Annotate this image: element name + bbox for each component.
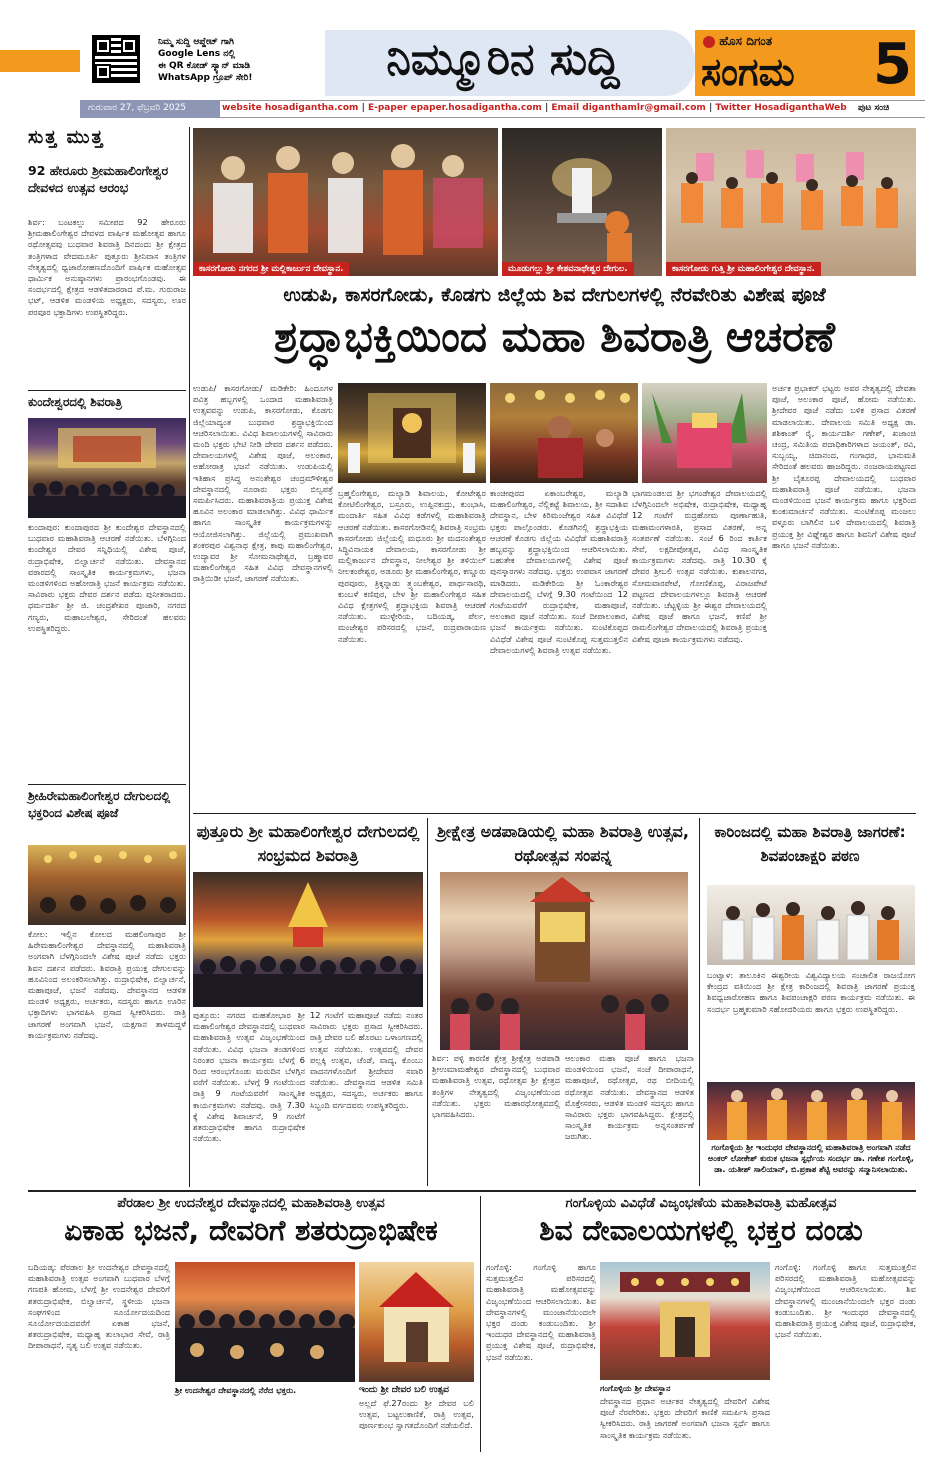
lead-headline: ಶ್ರದ್ಧಾಭಕ್ತಿಯಿಂದ ಮಹಾ ಶಿವರಾತ್ರಿ ಆಚರಣೆ bbox=[274, 312, 835, 361]
lead-col2: ಬ್ರಹ್ಮಲಿಂಗೇಶ್ವರ, ಮಲ್ಯಾಡಿ ಶಿವಾಲಯ, ಕೋಟೇಶ್ವರ ಕೋಟಿಲಿಂಗೇಶ್ವರ, ಬಸ್ರೂರು, ಉಪ್ಪಿನಕುದ್ರು, ಕುಂಭಾಸಿ, ಮಂದಾರ್ತಿ ಸಹಿತ ವಿವಿಧ ಕಡೆಗಳಲ್ಲಿ ಮಹಾಶಿವರಾತ್ರಿ ಆಚರಣೆ ನಡೆಯಿತು. ಕಾಸರಗೋಡಿನಲ್ಲಿ ಶಿವರಾತ್ರಿ ಸಂಭ್ರಮ ಕಾಸರಗೋಡು ಜಿಲ್ಲೆಯಲ್ಲಿ ಮಧೂರು ಶ್ರೀ ಮದನಂತೇಶ್ವರ ಸಿದ್ಧಿವಿನಾಯಕ ದೇವಾಲಯ, ಕಾಸರಗೋಡು ಶ್ರೀ ಮಲ್ಲಿಕಾರ್ಜುನ ದೇವಸ್ಥಾನ, ನೀಲೇಶ್ವರ ಶ್ರೀ ತಳಿಯಿಲ್ ನೀಲಕಂಠೇಶ್ವರ, ಅಡೂರು ಶ್ರೀ ಮಹಾಲಿಂಗೇಶ್ವರ, ಕಣ್ಣೂರು ಪುರವೂರು, ತ್ರಿಕ್ಕನ್ನಾಡು ತ್ರ್ಯಂಬಕೇಶ್ವರ, ಪಾರ್ಥಸಾರಥಿ, ಕುಂಬಳೆ ಕಣಿಪುರ, ಬೇಳ ಶ್ರೀ ಮಹಾಲಿಂಗೇಶ್ವರ ಸಹಿತ ವಿವಿಧ ಕ್ಷೇತ್ರಗಳಲ್ಲಿ ಶ್ರದ್ಧಾಭಕ್ತಿಯ ಶಿವರಾತ್ರಿ ಆಚರಣೆ ನಡೆಯಿತು. ಮುಳ್ಳೇರಿಯ, ಬದಿಯಡ್ಕ, ಪೆರ್ಲ, ಮಂಜೇಶ್ವರ ಪರಿಸರದಲ್ಲಿ ಭಜನೆ, ರುದ್ರಪಾರಾಯಣ ನಡೆಯಿತು. bbox=[338, 488, 486, 644]
peradala-body: ಬದಿಯಡ್ಕ: ಪೆರಡಾಲ ಶ್ರೀ ಉದನೇಶ್ವರ ದೇವಸ್ಥಾನದಲ್ಲಿ ಮಹಾಶಿವರಾತ್ರಿ ಉತ್ಸವ ಅಂಗವಾಗಿ ಬುಧವಾರ ಬೆಳಗ್ಗೆ ಗಣಪತಿ ಹೋಮ, ಬೆಳಗ್ಗೆ ಶ್ರೀ ಉದನೇಶ್ವರ ದೇವರಿಗೆ ಶತರುದ್ರಾಭಿಷೇಕ, ಬಿಲ್ವಾರ್ಚನೆ, ಸ್ಥಳೀಯ ಭಜನಾ ಸಂಘಗಳಿಂದ ಸೂರ್ಯೋದಯದಿಂದ ಸೂರ್ಯೋದಯದವರೆಗೆ ಏಕಾಹ ಭಜನೆ, ಶತರುದ್ರಾಭಿಷೇಕ, ಮಧ್ಯಾಹ್ನ ತುಲಾಭಾರ ಸೇವೆ, ರಾತ್ರಿ ದೀಪಾರಾಧನೆ, ನೃತ್ಯ ಬಲಿ ಉತ್ಸವ ನಡೆಯಿತು. bbox=[28, 1262, 170, 1351]
date-block bbox=[80, 100, 220, 118]
idol-altar-graphic bbox=[338, 383, 486, 483]
adapadi-col2: ಆಲಂಕಾರ ಮಹಾ ಪೂಜೆ ಹಾಗೂ ಭಜನಾ ಮಂಡಳಿಯಿಂದ ಭಜನೆ, ಸಂಜೆ ದೀಪಾರಾಧನೆ, ಮಹಾಪೂಜೆ, ರಥೋತ್ಸವ, ರಥ ಬೀದಿಯಲ್ಲಿ ರಥೋತ್ಸವ ನಡೆಯಿತು. ದೇವಸ್ಥಾನದ ಆಡಳಿತ ಮೊಕ್ತೇಸರರು, ಆಡಳಿತ ಮಂಡಳಿ ಸದಸ್ಯರು ಹಾಗೂ ಸಾವಿರಾರು ಭಕ್ತರು ಭಾಗವಹಿಸಿದ್ದರು. ಕ್ಷೇತ್ರದಲ್ಲಿ ಸಾಂಸ್ಕೃತಿಕ ಕಾರ್ಯಕ್ರಮ ಅನ್ನಸಂತರ್ಪಣೆ ಜರುಗಿತು. bbox=[565, 1053, 694, 1142]
website-link[interactable]: website hosadigantha.com bbox=[222, 103, 359, 113]
festival-crowd-graphic bbox=[193, 872, 423, 1007]
story3-body: ಕೋಲ: ಇಲ್ಲಿನ ಕೋಲದ ಮಹಲಿಂಗಾಪುರ ಶ್ರೀ ಹಿರೇಮಹಾಲಿಂಗೇಶ್ವರ ದೇವಸ್ಥಾನದಲ್ಲಿ ಮಹಾಶಿವರಾತ್ರಿ ಅಂಗವಾಗಿ ಬೆಳಗ್ಗಿನಿಂದಲೇ ವಿಶೇಷ ಪೂಜೆ ನಡೆದು ಭಕ್ತರು ಶಿವನ ದರ್ಶನ ಪಡೆದರು. ಶಿವರಾತ್ರಿ ಪ್ರಯುಕ್ತ ದೇಗುಲವನ್ನು ಹೂವಿನಿಂದ ಅಲಂಕರಿಸಲಾಗಿತ್ತು. ರುದ್ರಾಭಿಷೇಕ, ಬಿಲ್ವಾರ್ಚನೆ, ಮಹಾಪೂಜೆ, ಭಜನೆ ನಡೆದವು. ದೇವಸ್ಥಾನದ ಆಡಳಿತ ಮಂಡಳಿ ಅಧ್ಯಕ್ಷರು, ಅರ್ಚಕರು, ಸದಸ್ಯರು ಹಾಗೂ ಊರಿನ ಭಕ್ತಾದಿಗಳು ಭಾಗವಹಿಸಿ ಪ್ರಸಾದ ಸ್ವೀಕರಿಸಿದರು. ರಾತ್ರಿ ಜಾಗರಣೆ ಅಂಗವಾಗಿ ಭಜನೆ, ಯಕ್ಷಗಾನ ತಾಳಮದ್ದಳೆ ಕಾರ್ಯಕ್ರಮಗಳು ನಡೆದವು. bbox=[28, 929, 186, 1040]
photo-hiremahalingeshwara bbox=[28, 845, 186, 925]
gangolli-headline: ಶಿವ ದೇವಾಲಯಗಳಲ್ಲಿ ಭಕ್ತರ ದಂಡು bbox=[539, 1214, 863, 1247]
photo-gutti-mahalingeshwara bbox=[666, 128, 916, 276]
gangolli-kicker: ಗಂಗೊಳ್ಳಿಯ ವಿವಿಧೆಡೆ ವಿಜೃಂಭಣೆಯ ಮಹಾಶಿವರಾತ್ರಿ ಮಹೋತ್ಸವ bbox=[565, 1196, 837, 1211]
lead-col3: ಕಾಂಚೀಪುರದ ಏಕಾಂಬರೇಶ್ವರ, ಮಲ್ಯಾಡಿ ಮಹಾಲಿಂಗೇಶ್ವರ, ನೆಲ್ಲಿಕಟ್ಟೆ ಶಿವಾಲಯ, ಶ್ರೀ ಸದಾಶಿವ ದೇವಸ್ಥಾನ, ಬೇಳ ಕಿರಿಮಂಜೇಶ್ವರ ಸಹಿತ ವಿವಿಧೆಡೆ ಭಕ್ತರು ಪಾಲ್ಗೊಂಡರು. ಕೊಡಗಿನಲ್ಲಿ ಶ್ರದ್ಧಾಭಕ್ತಿಯ ಆಚರಣೆ ಕೊಡಗು ಜಿಲ್ಲೆಯ ವಿವಿಧೆಡೆ ಮಹಾಶಿವರಾತ್ರಿ ಹಬ್ಬವನ್ನು ಶ್ರದ್ಧಾಭಕ್ತಿಯಿಂದ ಆಚರಿಸಲಾಯಿತು. ಬಹುತೇಕ ದೇವಾಲಯಗಳಲ್ಲಿ ವಿಶೇಷ ಪೂಜೆ ಪುನಸ್ಕಾರಗಳು ನಡೆದವು. ಭಕ್ತರು ಉಪವಾಸ ಜಾಗರಣೆ ಮಾಡಿದರು. ಮಡಿಕೇರಿಯ ಶ್ರೀ ಓಂಕಾರೇಶ್ವರ ದೇವಾಲಯದಲ್ಲಿ ಬೆಳಗ್ಗೆ 9.30 ಗಂಟೆಯಿಂದ 12 ಗಂಟೆಯವರೆಗೆ ರುದ್ರಾಭಿಷೇಕ, ಮಹಾಪೂಜೆ, ಅಲಂಕಾರ ಪೂಜೆ ನಡೆಯಿತು. ಸಂಜೆ ದೀಪಾಲಂಕಾರ, ಭಜನೆ ಕಾರ್ಯಕ್ರಮ ನಡೆಯಿತು. ಸುಂಟಿಕೊಪ್ಪದ ವಿವಿಧೆಡೆ ವಿಶೇಷ ಪೂಜೆ ಸುಂಟಿಕೊಪ್ಪ ಸುತ್ತಮುತ್ತಲಿನ ದೇವಾಲಯಗಳಲ್ಲಿ ಶಿವರಾತ್ರಿ ಉತ್ಸವ ನಡೆಯಿತು. bbox=[490, 488, 628, 655]
peradala-kicker: ಪೆರಡಾಲ ಶ್ರೀ ಉದನೇಶ್ವರ ದೇವಸ್ಥಾನದಲ್ಲಿ ಮಹಾಶಿವರಾತ್ರಿ ಉತ್ಸವ bbox=[117, 1196, 385, 1211]
puttur-headline: ಪುತ್ತೂರು ಶ್ರೀ ಮಹಾಲಿಂಗೇಶ್ವರ ದೇಗುಲದಲ್ಲಿ ಸಂಭ್ರಮದ ಶಿವರಾತ್ರಿ bbox=[196, 822, 420, 865]
dancers-graphic bbox=[666, 128, 916, 276]
karinja-headline: ಕಾರಿಂಜದಲ್ಲಿ ಮಹಾ ಶಿವರಾತ್ರಿ ಜಾಗರಣೆ: ಶಿವಪಂಚಾಕ್ಷರಿ ಪಠಣ bbox=[714, 823, 906, 865]
temple-interior-graphic bbox=[600, 1262, 770, 1380]
peradala-headline: ಏಕಾಹ ಭಜನೆ, ದೇವರಿಗೆ ಶತರುದ್ರಾಭಿಷೇಕ bbox=[64, 1214, 438, 1247]
qr-instructions: ನಿಮ್ಮ ಸುದ್ದಿ ಆಪ್ಡೇಟ್ ಗಾಗಿ Google Lens ನಲ್ಲಿ ಈ QR ಕೋಡ್ ಸ್ಕ್ಯಾನ್ ಮಾಡಿ WhatsApp ಗ್ರೂಪ್ ಸೇರಿ! bbox=[158, 37, 253, 83]
paper-name: ನಿಮ್ಮೂರಿನ ಸುದ್ದಿ bbox=[386, 34, 620, 85]
photo-mallikarjuna bbox=[193, 128, 498, 276]
brand-logo-icon bbox=[703, 36, 715, 48]
story1-headline: 92 ಹೇರೂರು ಶ್ರೀಮಹಾಲಿಂಗೇಶ್ವರ ದೇವಳದ ಉತ್ಸವ ಆರಂಭ bbox=[28, 163, 169, 195]
orange-accent-block bbox=[0, 0, 80, 95]
story2-headline: ಕುಂದೇಶ್ವರದಲ್ಲಿ ಶಿವರಾತ್ರಿ bbox=[28, 395, 123, 409]
stage-graphic bbox=[707, 1082, 915, 1140]
temple-front-graphic bbox=[359, 1262, 474, 1382]
devotees-graphic bbox=[193, 128, 498, 276]
gangolli-body2: ದೇವಸ್ಥಾನದ ಪ್ರಧಾನ ಅರ್ಚಕರ ನೇತೃತ್ವದಲ್ಲಿ ದೇವರಿಗೆ ವಿಶೇಷ ಪೂಜೆ ನೆರವೇರಿತು. ಭಕ್ತರು ದೇವರಿಗೆ ಕಾಣಿಕೆ ಸಮರ್ಪಿಸಿ ಪ್ರಸಾದ ಸ್ವೀಕರಿಸಿದರು. ರಾತ್ರಿ ಜಾಗರಣೆ ಅಂಗವಾಗಿ ಭಜನಾ ಸ್ಪರ್ಧೆ ಹಾಗೂ ಸಾಂಸ್ಕೃತಿಕ ಕಾರ್ಯಕ್ರಮ ನಡೆಯಿತು. bbox=[600, 1396, 770, 1440]
temple-crowd-graphic bbox=[28, 418, 186, 518]
photo-adapadi bbox=[440, 872, 688, 1050]
section-name: ಸಂಗಮ bbox=[701, 50, 795, 94]
brand-block bbox=[695, 30, 915, 96]
masthead-banner bbox=[325, 30, 695, 96]
adapadi-headline: ಶ್ರೀಕ್ಷೇತ್ರ ಅಡಪಾಡಿಯಲ್ಲಿ ಮಹಾ ಶಿವರಾತ್ರಿ ಉತ್ಸವ, ರಥೋತ್ಸವ ಸಂಪನ್ನ bbox=[437, 822, 689, 865]
epaper-link[interactable]: E-paper epaper.hosadigantha.com bbox=[367, 103, 542, 113]
gangolli-felicitation-caption: ಗಂಗೊಳ್ಳಿಯ ಶ್ರೀ ಇಂದುಧರ ದೇವಸ್ಥಾನದಲ್ಲಿ ಮಹಾಶಿವರಾತ್ರಿ ಅಂಗವಾಗಿ ನಡೆದ ಅಂಕರ್ ಲೋಕೇಶ್ ಕುರುಕ ಭಜನಾ ಸ್ಪರ್ಧೆಯ ಸಂದರ್ಭ ಡಾ. ಗಣೇಶ ಗಂಗೊಳ್ಳಿ, ಡಾ. ಯತೀಶ್ ಸಾಲಿಯಾನ್, ಬಿ.ಪ್ರಕಾಶ ಶೆಟ್ಟಿ ಅವರನ್ನು ಸನ್ಮಾನಿಸಲಾಯಿತು. bbox=[708, 1142, 914, 1174]
photo-keshavanatheshwara bbox=[502, 128, 662, 276]
adapadi-col1: ಶಿರ್ವ: ಪಳ್ಳಿ ಕಾರಣಿಕ ಕ್ಷೇತ್ರ ಶ್ರೀಕ್ಷೇತ್ರ ಅಡಪಾಡಿ ಶ್ರೀಉಮಾಮಹೇಶ್ವರ ದೇವಸ್ಥಾನದಲ್ಲಿ ಬುಧವಾರ ಮಹಾಶಿವರಾತ್ರಿ ಉತ್ಸವ, ರಥೋತ್ಸವ ಶ್ರೀ ಕ್ಷೇತ್ರದ ತಂತ್ರಿಗಳ ನೇತೃತ್ವದಲ್ಲಿ ವಿಜೃಂಭಣೆಯಿಂದ ನಡೆಯಿತು. ಭಕ್ತರು ಮಹಾರಥೋತ್ಸವದಲ್ಲಿ ಭಾಗವಹಿಸಿದರು. bbox=[432, 1053, 560, 1120]
lead-col1: ಉಡುಪಿ/ ಕಾಸರಗೋಡು/ ಮಡಿಕೇರಿ: ಹಿಂದೂಗಳ ಪವಿತ್ರ ಹಬ್ಬಗಳಲ್ಲಿ ಒಂದಾದ ಮಹಾಶಿವರಾತ್ರಿ ಉತ್ಸವವನ್ನು ಉಡುಪಿ, ಕಾಸರಗೋಡು, ಕೊಡಗು ಜಿಲ್ಲೆಯಾದ್ಯಂತ ಬುಧವಾರ ಶ್ರದ್ಧಾಭಕ್ತಿಯಿಂದ ಆಚರಿಸಲಾಯಿತು. ವಿವಿಧ ಶಿವಾಲಯಗಳಲ್ಲಿ ಸಾವಿರಾರು ಮಂದಿ ಭಕ್ತರು ಭೇಟಿ ನೀಡಿ ದೇವರ ದರ್ಶನ ಪಡೆದರು. ದೇವಾಲಯಗಳಲ್ಲಿ ವಿಶೇಷ ಪೂಜೆ, ಅಲಂಕಾರ, ಅಹೋರಾತ್ರ ಭಜನೆ ನಡೆಯಿತು. ಉಡುಪಿಯಲ್ಲಿ ಇತಿಹಾಸ ಪ್ರಸಿದ್ಧ ಅನಂತೇಶ್ವರ ಚಂದ್ರಮೌಳೀಶ್ವರ ದೇವಸ್ಥಾನದಲ್ಲಿ ನೂರಾರು ಭಕ್ತರು ಬಿಲ್ವಪತ್ರೆ ಸಮರ್ಪಿಸಿದರು. ಮಹಾಶಿವರಾತ್ರಿಯ ಪ್ರಯುಕ್ತ ವಿಶೇಷ ಹೂವಿನ ಅಲಂಕಾರ ಮಾಡಲಾಗಿತ್ತು. ವಿವಿಧ ಧಾರ್ಮಿಕ ಹಾಗೂ ಸಾಂಸ್ಕೃತಿಕ ಕಾರ್ಯಕ್ರಮಗಳನ್ನು ಆಯೋಜಿಸಲಾಗಿತ್ತು. ಜಿಲ್ಲೆಯಲ್ಲಿ ಪ್ರಮುಖವಾಗಿ ಶಂಕರಪುರ ವಿಶ್ವನಾಥ ಕ್ಷೇತ್ರ, ಕಾಪು ಮಹಾಲಿಂಗೇಶ್ವರ, ಉದ್ಯಾವರ ಶ್ರೀ ಸೋಮನಾಥೇಶ್ವರ, ಬ್ರಹ್ಮಾವರ ಮಹಾಲಿಂಗೇಶ್ವರ ಸಹಿತ ವಿವಿಧ ದೇವಸ್ಥಾನಗಳಲ್ಲಿ ರಾತ್ರಿಯಿಡೀ ಭಜನೆ, ಜಾಗರಣೆ ನಡೆಯಿತು. bbox=[193, 383, 333, 584]
photo-lead-idol bbox=[338, 383, 486, 483]
priest-graphic bbox=[490, 383, 638, 483]
temple-decor-graphic bbox=[28, 845, 186, 925]
photo-lead-priest bbox=[490, 383, 638, 483]
peradala-caption1: ಶ್ರೀ ಉದನೇಶ್ವರ ದೇವಸ್ಥಾನದಲ್ಲಿ ನೆರೆದ ಭಕ್ತರು. bbox=[175, 1385, 297, 1395]
caption-gutti: ಕಾಸರಗೋಡು ಗುತ್ತಿ ಶ್ರೀ ಮಹಾಲಿಂಗೇಶ್ವರ ದೇವಸ್ಥಾನ. bbox=[666, 262, 821, 276]
twitter-link[interactable]: Twitter HosadiganthaWeb bbox=[715, 103, 847, 113]
caption-keshavanatheshwara: ಮೂಡುಗಲ್ಲು ಶ್ರೀ ಕೇಶವನಾಥೇಶ್ವರ ದೇಗುಲ. bbox=[502, 262, 634, 276]
lead-col4: ಭಾಗಮಂಡಲದ ಶ್ರೀ ಭಗಂಡೇಶ್ವರ ದೇವಾಲಯದಲ್ಲಿ ಬೆಳಗ್ಗಿನಿಂದಲೇ ಅಭಿಷೇಕ, ರುದ್ರಾಭಿಷೇಕ, ಮಧ್ಯಾಹ್ನ 12 ಗಂಟೆಗೆ ರುದ್ರಹೋಮ ಪೂರ್ಣಾಹುತಿ, ಮಹಾಮಂಗಳಾರತಿ, ಪ್ರಸಾದ ವಿತರಣೆ, ಅನ್ನ ಸಂತರ್ಪಣೆ ನಡೆಯಿತು. ಸಂಜೆ 6 ರಿಂದ ಕಾರ್ತಿಕ ಸೇವೆ, ಲಕ್ಷದೀಪೋತ್ಸವ, ವಿವಿಧ ಸಾಂಸ್ಕೃತಿಕ ಕಾರ್ಯಕ್ರಮಗಳು ನಡೆದವು. ರಾತ್ರಿ 10.30 ಕ್ಕೆ ದೇವರ ಶ್ರೀಬಲಿ ಉತ್ಸವ ನಡೆಯಿತು. ಕುಶಾಲನಗರ, ಸೋಮವಾರಪೇಟೆ, ಗೋಣಿಕೊಪ್ಪ, ವಿರಾಜಪೇಟೆ ಪಟ್ಟಣದ ದೇವಾಲಯಗಳಲ್ಲೂ ಶಿವರಾತ್ರಿ ಆಚರಣೆ ನಡೆಯಿತು. ಚೆಟ್ಟಳ್ಳಿಯ ಶ್ರೀ ಈಶ್ವರ ದೇವಾಲಯದಲ್ಲಿ ವಿಶೇಷ ಪೂಜೆ ಹಾಗೂ ಭಜನೆ, ಕಣಿವೆ ಶ್ರೀ ರಾಮಲಿಂಗೇಶ್ವರ ದೇವಾಲಯದಲ್ಲಿ ಶಿವರಾತ್ರಿ ಪ್ರಯುಕ್ತ ವಿಶೇಷ ಪೂಜಾ ಕಾರ್ಯಕ್ರಮಗಳು ನಡೆದವು. bbox=[632, 488, 767, 644]
lead-kicker: ಉಡುಪಿ, ಕಾಸರಗೋಡು, ಕೊಡಗು ಜಿಲ್ಲೆಯ ಶಿವ ದೇಗುಲಗಳಲ್ಲಿ ನೆರವೇರಿತು ವಿಶೇಷ ಪೂಜೆ bbox=[283, 284, 826, 306]
banana-leaf-altar-graphic bbox=[642, 383, 767, 483]
photo-peradala-crowd bbox=[175, 1262, 355, 1382]
contact-line: website hosadigantha.com | E-paper epaper.hosadigantha.com | Email diganthamlr@gmail.com | Twitter HosadiganthaWeb bbox=[222, 103, 847, 113]
peradala-subhead: ಇಂದು ಶ್ರೀ ದೇವರ ಬಲಿ ಉತ್ಸವ bbox=[359, 1385, 449, 1395]
date: ಗುರುವಾರ 27, ಫೆಬ್ರವರಿ 2025 bbox=[88, 103, 187, 113]
page-number: 5 bbox=[873, 32, 912, 97]
puttur-col1: ಪುತ್ತೂರು: ನಗರದ ಮಹತೋಭಾರ ಶ್ರೀ ಮಹಾಲಿಂಗೇಶ್ವರ ದೇವಸ್ಥಾನದಲ್ಲಿ ಬುಧವಾರ ಮಹಾಶಿವರಾತ್ರಿ ಉತ್ಸವ ವಿಜೃಂಭಣೆಯಿಂದ ನಡೆಯಿತು. ವಿವಿಧ ಭಜನಾ ತಂಡಗಳಿಂದ ನಿರಂತರ ಭಜನಾ ಕಾರ್ಯಕ್ರಮ ಬೆಳಗ್ಗೆ 6 ರಿಂದ ಆರಂಭಗೊಂಡು ಮರುದಿನ ಬೆಳಗ್ಗಿನ ವರೆಗೆ ನಡೆಯಿತು. ಬೆಳಗ್ಗೆ 9 ಗಂಟೆಯಿಂದ ರಾತ್ರಿ 9 ಗಂಟೆಯವರೆಗೆ ಸಾಂಸ್ಕೃತಿಕ ಕಾರ್ಯಕ್ರಮಗಳು ನಡೆದವು. ರಾತ್ರಿ 7.30 ಕ್ಕೆ ವಿಶೇಷ ಶಿವಾರ್ಚನೆ, 9 ಗಂಟೆಗೆ ಶತರುದ್ರಾಭಿಷೇಕ ಹಾಗೂ ರುದ್ರಾಭಿಷೇಕ ನಡೆಯಿತು. bbox=[193, 1010, 305, 1144]
photo-puttur bbox=[193, 872, 423, 1007]
lead-col5: ಅರ್ಚಕ ಪ್ರಭಾಕರ್ ಭಟ್ಟರು ಅವರ ನೇತೃತ್ವದಲ್ಲಿ ದೇವತಾ ಪೂಜೆ, ಅಲಂಕಾರ ಪೂಜೆ, ಹೋಮ ನಡೆಯಿತು. ಶ್ರೀದೇವರ ಪೂಜೆ ನಡೆದು ಬಳಿಕ ಪ್ರಸಾದ ವಿತರಣೆ ಮಾಡಲಾಯಿತು. ದೇವಾಲಯ ಸಮಿತಿ ಅಧ್ಯಕ್ಷ ಡಾ. ಶಶಿಕಾಂತ್ ರೈ, ಕಾರ್ಯದರ್ಶಿ ಗಣೇಶ್, ಖಜಾಂಚಿ ಚಂದ್ರ, ಸಮಿತಿಯ ಪದಾಧಿಕಾರಿಗಳಾದ ಜಯಂತ್, ರವಿ, ಸುಬ್ಬಯ್ಯ, ಚಿದಾನಂದ, ಗಂಗಾಧರ, ಭಾನುಮತಿ ಸೇರಿದಂತೆ ಹಲವರು ಹಾಜರಿದ್ದರು. ನಂಜರಾಯಪಟ್ಟಣದ ಶ್ರೀ ಬೈತೂರಪ್ಪ ದೇವಾಲಯದಲ್ಲಿ ಬುಧವಾರ ಮಹಾಶಿವರಾತ್ರಿ ಪೂಜೆ ನಡೆಯಿತು. ಭಜನಾ ಮಂಡಳಿಯಿಂದ ಭಜನೆ ಕಾರ್ಯಕ್ರಮ ಹಾಗೂ ಭಕ್ತರಿಂದ ಕುಂಕುಮಾರ್ಚನೆ ನಡೆಯಿತು. ಸುಂಟಿಕೊಪ್ಪ ಮಂಜಲು ವಳ್ಳೂರು ಬಾಗಿಲಿನ ಬಳಿ ದೇವಾಲಯದಲ್ಲಿ ಶಿವರಾತ್ರಿ ಪ್ರಯುಕ್ತ ಶ್ರೀ ವಿಘ್ನೇಶ್ವರ ಹಾಗೂ ಶಿವನಿಗೆ ವಿಶೇಷ ಪೂಜೆ ಹಾಗೂ ಭಜನೆ ನಡೆಯಿತು. bbox=[772, 383, 916, 550]
photo-karinja bbox=[707, 885, 915, 965]
section-logo: ಸುತ್ತ ಮುತ್ತ bbox=[28, 127, 105, 148]
gathering-graphic bbox=[707, 885, 915, 965]
gangolli-side: ಗಂಗೊಳ್ಳಿ: ಗಂಗೊಳ್ಳಿ ಹಾಗೂ ಸುತ್ತಮುತ್ತಲಿನ ಪರಿಸರದಲ್ಲಿ ಮಹಾಶಿವರಾತ್ರಿ ಮಹೋತ್ಸವವನ್ನು ವಿಜೃಂಭಣೆಯಿಂದ ಆಚರಿಸಲಾಯಿತು. ಶಿವ ದೇವಸ್ಥಾನಗಳಲ್ಲಿ ಮುಂಜಾನೆಯಿಂದಲೇ ಭಕ್ತರ ದಂಡು ಕಂಡುಬಂದಿತು. ಶ್ರೀ ಇಂದುಧರ ದೇವಸ್ಥಾನದಲ್ಲಿ ಮಹಾಶಿವರಾತ್ರಿ ಪ್ರಯುಕ್ತ ವಿಶೇಷ ಪೂಜೆ, ರುದ್ರಾಭಿಷೇಕ, ಭಜನೆ ನಡೆಯಿತು. bbox=[775, 1262, 916, 1340]
brand-small: ಹೊಸ ದಿಗಂತ bbox=[703, 34, 772, 49]
chariot-graphic bbox=[440, 872, 688, 1050]
story1-body: ಶಿರ್ವ: ಬಂಟಕಲ್ಲು ಸಮೀಪದ 92 ಹೇರೂರು ಶ್ರೀಮಹಾಲಿಂಗೇಶ್ವರ ದೇವಳದ ವಾರ್ಷಿಕ ಮಹೋತ್ಸವ ಹಾಗೂ ರಥೋತ್ಸವವು ಬುಧವಾರ ಶಿವರಾತ್ರಿ ದಿನದಂದು ಶ್ರೀ ಕ್ಷೇತ್ರದ ತಂತ್ರಿಗಳಾದ ವೇದಮೂರ್ತಿ ಪುತ್ತೂರು ಶ್ರೀನಿವಾಸ ತಂತ್ರಿಗಳ ನೇತೃತ್ವದಲ್ಲಿ ಧ್ವಜಾರೋಹಣದೊಂದಿಗೆ ವಾರ್ಷಿಕ ಮಹೋತ್ಸವ ಧಾರ್ಮಿಕ ಅನುಷ್ಠಾನಗಳು ಪ್ರಾರಂಭಗೊಂಡವು. ಈ ಸಂದರ್ಭದಲ್ಲಿ ಕ್ಷೇತ್ರದ ಆಡಳಿತದಾರರಾದ ಪೆ.ಮ. ಗುರುರಾಜ ಭಟ್, ಆಡಳಿತ ಮಂಡಳಿಯ ಅಧ್ಯಕ್ಷರು, ಸದಸ್ಯರು, ಊರ ಪರವೂರ ಭಕ್ತಾದಿಗಳು ಉಪಸ್ಥಿತರಿದ್ದರು. bbox=[28, 217, 186, 317]
puttur-col2: 12 ಗಂಟೆಗೆ ಮಹಾಪೂಜೆ ನಡೆದು ನಂತರ ಸಾವಿರಾರು ಭಕ್ತರು ಪ್ರಸಾದ ಸ್ವೀಕರಿಸಿದರು. ರಾತ್ರಿ ದೇವರ ಬಲಿ ಹೊರಟು ಒಳಾಂಗಣದಲ್ಲಿ ಉತ್ಸವ ನಡೆಯಿತು. ಉತ್ಸವದಲ್ಲಿ ದೇವರ ಪಲ್ಲಕ್ಕಿ ಉತ್ಸವ, ಚೆಂಡೆ, ವಾದ್ಯ, ಕೊಂಬು ವಾದನಗಳೊಂದಿಗೆ ಶ್ರೀದೇವರ ಸವಾರಿ ನಡೆಯಿತು. ದೇವಸ್ಥಾನದ ಆಡಳಿತ ಸಮಿತಿ ಅಧ್ಯಕ್ಷರು, ಸದಸ್ಯರು, ಅರ್ಚಕರು ಹಾಗೂ ಸಿಬ್ಬಂದಿ ವರ್ಗದವರು ಉಪಸ್ಥಿತರಿದ್ದರು. bbox=[310, 1010, 423, 1110]
story3-headline: ಶ್ರೀಹಿರೇಮಹಾಲಿಂಗೇಶ್ವರ ದೇಗುಲದಲ್ಲಿ ಭಕ್ತರಿಂದ ವಿಶೇಷ ಪೂಜೆ bbox=[28, 789, 171, 820]
photo-gangolli-felicitation bbox=[707, 1082, 915, 1140]
story2-body: ಕುಂದಾಪುರ: ಕುಂದಾಪುರದ ಶ್ರೀ ಕುಂದೇಶ್ವರ ದೇವಸ್ಥಾನದಲ್ಲಿ ಬುಧವಾರ ಮಹಾಶಿವರಾತ್ರಿ ಆಚರಣೆ ನಡೆಯಿತು. ಬೆಳಗ್ಗಿನಿಂದ ಕುಂದೇಶ್ವರ ದೇವರ ಸನ್ನಿಧಿಯಲ್ಲಿ ವಿಶೇಷ ಪೂಜೆ, ರುದ್ರಾಭಿಷೇಕ, ಬಿಲ್ವಾರ್ಚನೆ ನಡೆಯಿತು. ದೇವಸ್ಥಾನದ ವಠಾರದಲ್ಲಿ ಸಾಂಸ್ಕೃತಿಕ ಕಾರ್ಯಕ್ರಮಗಳು, ಭಜನಾ ಮಂಡಳಿಗಳಿಂದ ಅಹೋರಾತ್ರಿ ಭಜನೆ ಕಾರ್ಯಕ್ರಮ ನಡೆಯಿತು. ಸಾವಿರಾರು ಭಕ್ತರು ದೇವರ ದರ್ಶನ ಪಡೆದು ಪುನೀತರಾದರು. ಧರ್ಮದರ್ಶಿ ಶ್ರೀ ಜಿ. ಚಂದ್ರಶೇಖರ ಪೂಜಾರಿ, ನಗರದ ಗಣ್ಯರು, ಮಹಾಬಲೇಶ್ವರ, ಸೇರಿದಂತೆ ಹಲವರು ಉಪಸ್ಥಿತರಿದ್ದರು. bbox=[28, 522, 186, 633]
supplement-label: ಪುಟ ಸಂಚಿ bbox=[858, 103, 890, 113]
caption-mallikarjuna: ಕಾಸರಗೋಡು ನಗರದ ಶ್ರೀ ಮಲ್ಲಿಕಾರ್ಜುನ ದೇವಸ್ಥಾನ. bbox=[193, 262, 349, 276]
qr-code bbox=[92, 35, 140, 83]
photo-kundeshwara bbox=[28, 418, 186, 518]
photo-lead-altar bbox=[642, 383, 767, 483]
peradala-side: ಅಲ್ಲದೆ ಫೆ.27ರಂದು ಶ್ರೀ ದೇವರ ಬಲಿ ಉತ್ಸವ, ಬಟ್ಟಲುಕಾಣಿಕೆ, ರಾತ್ರಿ ಉತ್ಸವ, ಪೂರ್ಣಕುಂಭ ಸ್ವಾಗತದೊಂದಿಗೆ ನಡೆಯಲಿದೆ. bbox=[359, 1398, 474, 1431]
email-link[interactable]: Email diganthamlr@gmail.com bbox=[551, 103, 706, 113]
photo-peradala-temple bbox=[359, 1262, 474, 1382]
crowd-graphic bbox=[175, 1262, 355, 1382]
photo-gangolli-temple bbox=[600, 1262, 770, 1380]
shrine-graphic bbox=[502, 128, 662, 276]
gangolli-body: ಗಂಗೊಳ್ಳಿ: ಗಂಗೊಳ್ಳಿ ಹಾಗೂ ಸುತ್ತಮುತ್ತಲಿನ ಪರಿಸರದಲ್ಲಿ ಮಹಾಶಿವರಾತ್ರಿ ಮಹೋತ್ಸವವನ್ನು ವಿಜೃಂಭಣೆಯಿಂದ ಆಚರಿಸಲಾಯಿತು. ಶಿವ ದೇವಸ್ಥಾನಗಳಲ್ಲಿ ಮುಂಜಾನೆಯಿಂದಲೇ ಭಕ್ತರ ದಂಡು ಕಂಡುಬಂದಿತು. ಶ್ರೀ ಇಂದುಧರ ದೇವಸ್ಥಾನದಲ್ಲಿ ಮಹಾಶಿವರಾತ್ರಿ ಪ್ರಯುಕ್ತ ವಿಶೇಷ ಪೂಜೆ, ರುದ್ರಾಭಿಷೇಕ, ಭಜನೆ ನಡೆಯಿತು. bbox=[486, 1262, 596, 1362]
gangolli-caption: ಗಂಗೊಳ್ಳಿಯ ಶ್ರೀ ದೇವಸ್ಥಾನ bbox=[600, 1383, 671, 1393]
karinja-body: ಬಂಟ್ವಾಳ: ತಾಲೂಕಿನ ಈಶ್ವರೀಯ ವಿಶ್ವವಿದ್ಯಾಲಯ ಸಂಚಾಲಿತ ರಾಜಯೋಗ ಕೇಂದ್ರದ ವತಿಯಿಂದ ಶ್ರೀ ಕ್ಷೇತ್ರ ಕಾರಿಂಜದಲ್ಲಿ ಶಿವರಾತ್ರಿ ಜಾಗರಣೆ ಪ್ರಯುಕ್ತ ಶಿವಧ್ವಜಾರೋಹಣ ಹಾಗೂ ಶಿವಪಂಚಾಕ್ಷರಿ ಪಠಣ ಕಾರ್ಯಕ್ರಮ ನಡೆಯಿತು. ಈ ಸಂದರ್ಭ ಬ್ರಹ್ಮಕುಮಾರಿ ಸಹೋದರಿಯರು ಹಾಗೂ ಭಕ್ತರು ಉಪಸ್ಥಿತರಿದ್ದರು. bbox=[707, 970, 915, 1014]
